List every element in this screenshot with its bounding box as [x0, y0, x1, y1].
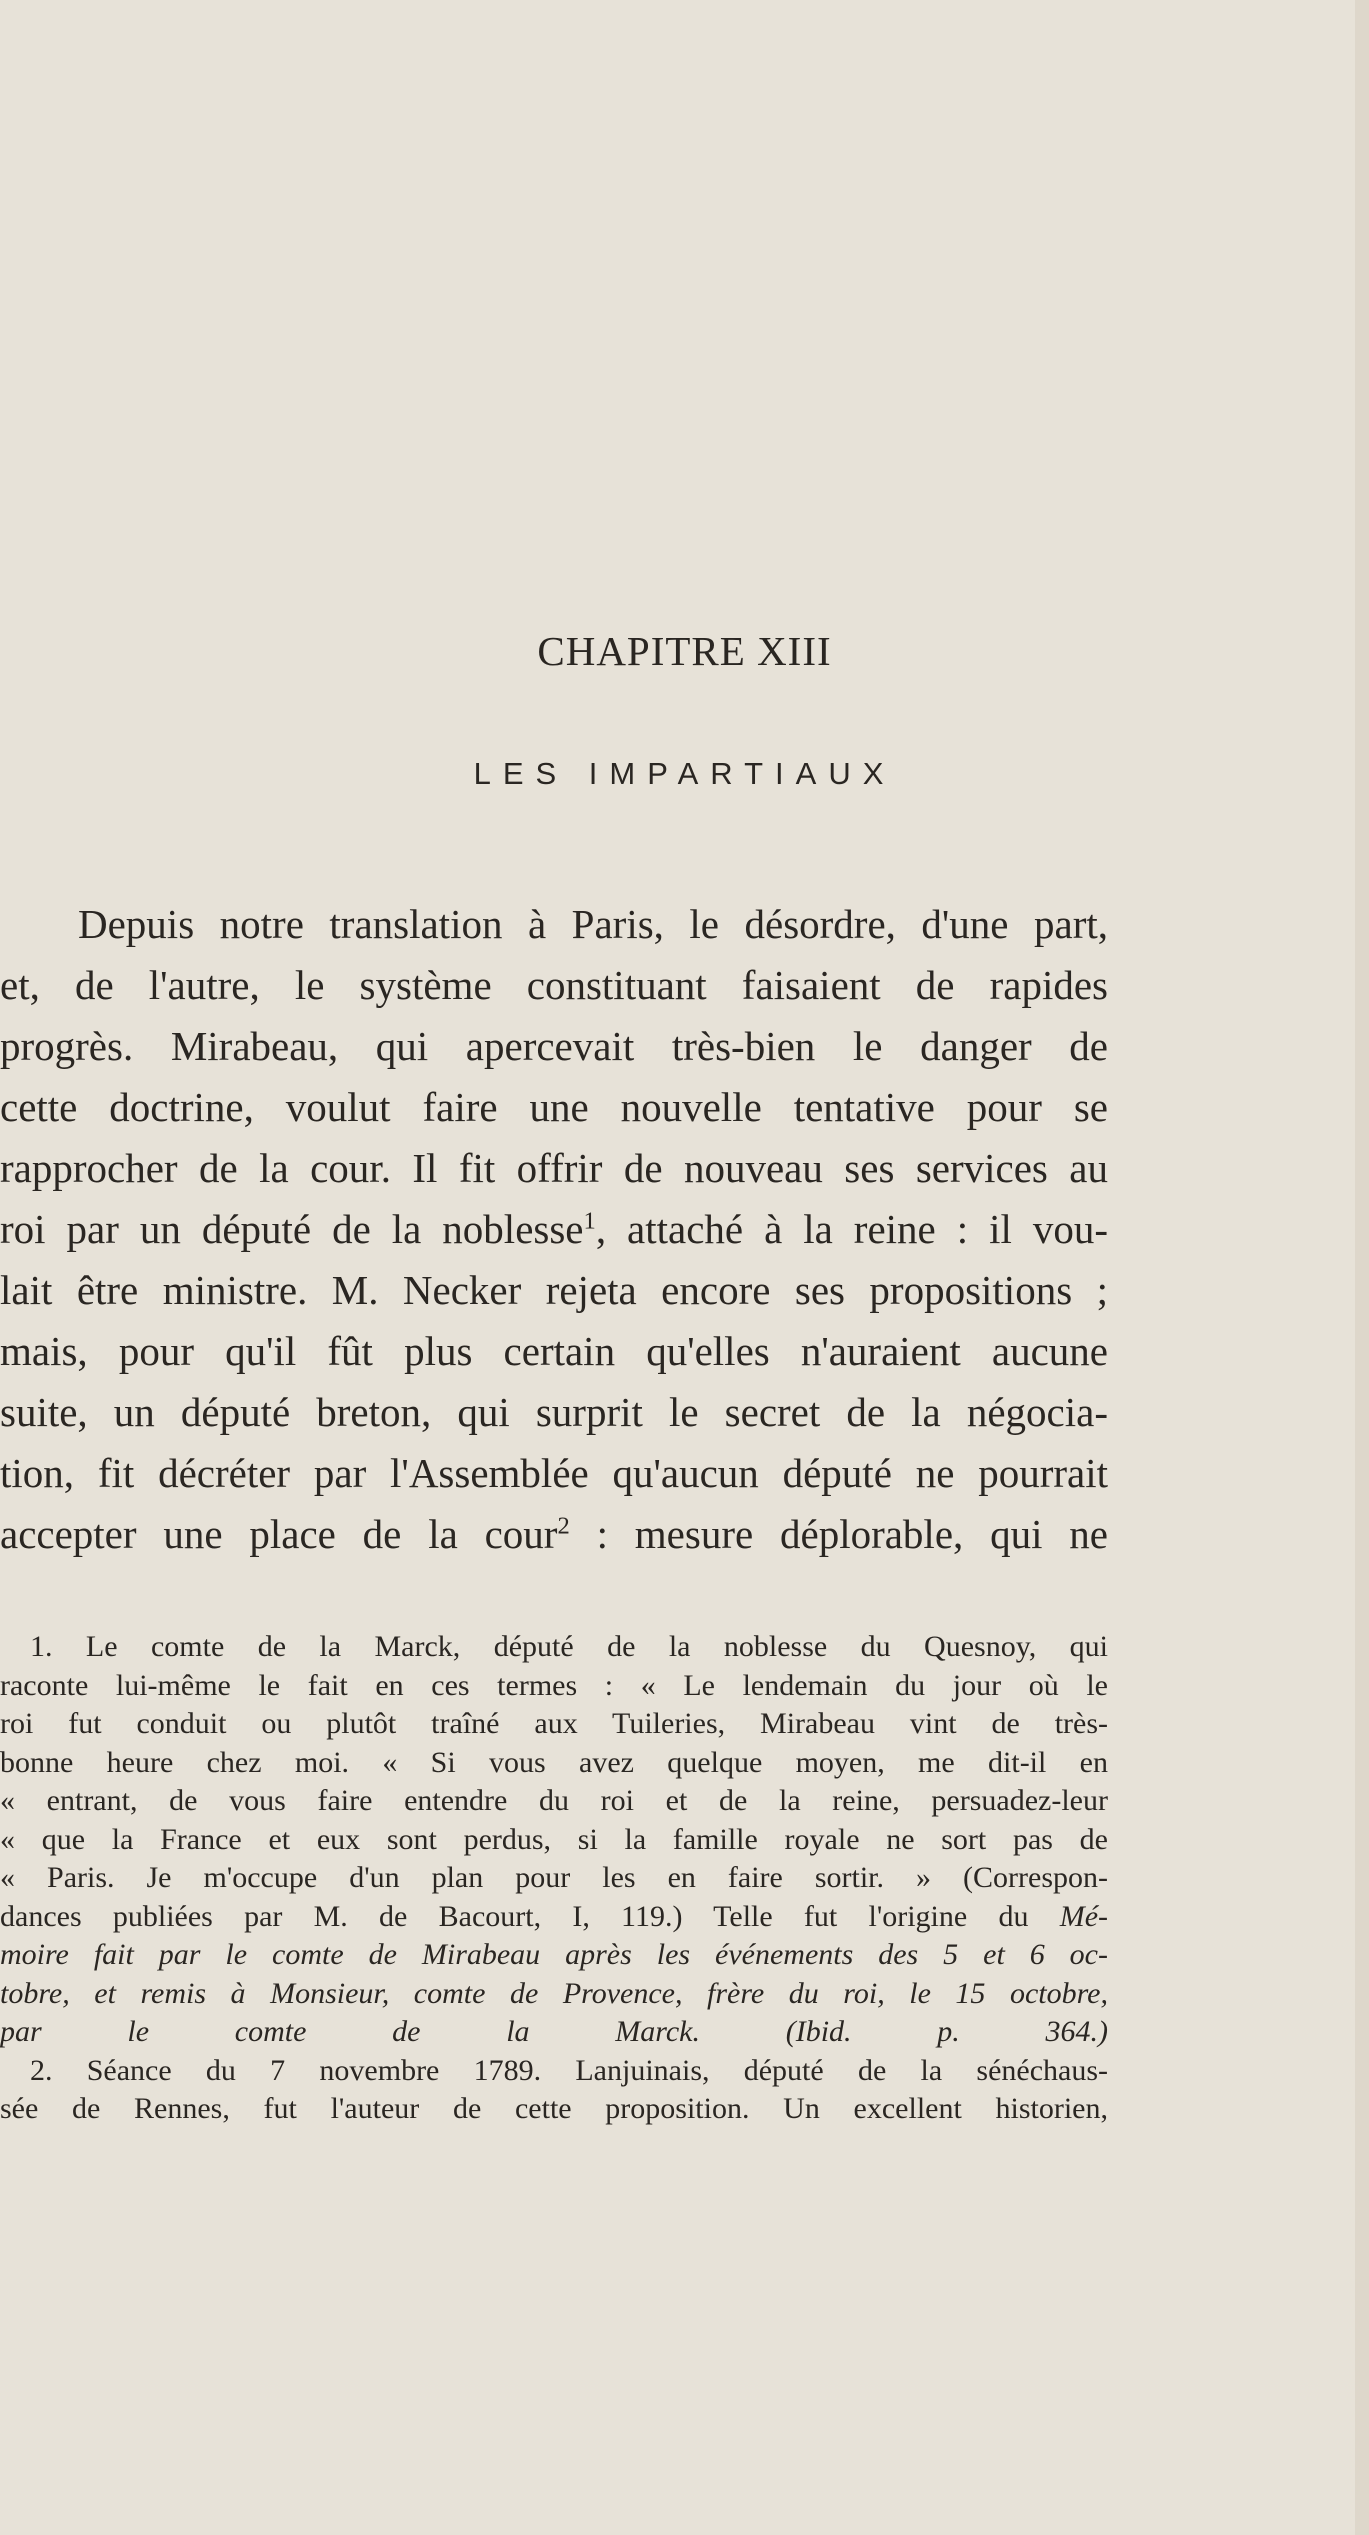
chapter-title: CHAPITRE XIII — [537, 628, 832, 674]
footnote-line: raconte lui-même le fait en ces termes : « Le lendemain du jour où le — [0, 1668, 1108, 1702]
body-line: et, de l'autre, le système constituant faisaient de rapides — [0, 962, 1108, 1008]
body-line: Depuis notre translation à Paris, le désordre, d'une part, — [78, 901, 1108, 947]
body-line-text: , attaché à la reine : il vou- — [595, 1206, 1108, 1252]
body-line: mais, pour qu'il fût plus certain qu'elles n'auraient aucune — [0, 1328, 1108, 1374]
body-line: tion, fit décréter par l'Assemblée qu'aucun député ne pourrait — [0, 1450, 1108, 1496]
footnote-line: « entrant, de vous faire entendre du roi et de la reine, persuadez-leur — [0, 1784, 1108, 1817]
footnote-line: bonne heure chez moi. « Si vous avez quelque moyen, me dit-il en — [0, 1745, 1108, 1779]
footnote-line: 1. Le comte de la Marck, député de la noblesse du Quesnoy, qui — [30, 1630, 1108, 1663]
body-line — [0, 1199, 1108, 1260]
body-line: cette doctrine, voulut faire une nouvelle tentative pour se — [0, 1084, 1108, 1130]
body-line — [0, 1504, 1108, 1565]
footnote-ref-2: 2 — [557, 1512, 570, 1540]
footnote-line — [0, 1898, 1108, 1937]
footnote-line: par le comte de la Marck. (Ibid. p. 364.) — [0, 2015, 1108, 2048]
footnote-line: roi fut conduit ou plutôt traîné aux Tuileries, Mirabeau vint de très- — [0, 1707, 1108, 1740]
page-edge — [1355, 0, 1369, 2535]
footnote-line: moire fait par le comte de Mirabeau après les événements des 5 et 6 oc- — [0, 1938, 1108, 1971]
body-line: suite, un député breton, qui surprit le secret de la négocia- — [0, 1389, 1108, 1435]
footnotes — [0, 1628, 1108, 2129]
footnote-line: « que la France et eux sont perdus, si la famille royale ne sort pas de — [0, 1822, 1108, 1856]
footnote-line: 2. Séance du 7 novembre 1789. Lanjuinais, député de la sénéchaus- — [30, 2053, 1108, 2087]
body-line-text: roi par un député de la noblesse — [0, 1206, 584, 1252]
footnote-line-italic: Mé- — [1059, 1899, 1108, 1933]
main-paragraph — [0, 894, 1108, 1565]
body-line-text: accepter une place de la cour — [0, 1511, 558, 1557]
body-line-text: : mesure déplorable, qui ne — [569, 1511, 1108, 1557]
footnote-ref-1: 1 — [583, 1207, 596, 1235]
footnote-line: tobre, et remis à Monsieur, comte de Provence, frère du roi, le 15 octobre, — [0, 1976, 1108, 2010]
body-line: rapprocher de la cour. Il fit offrir de nouveau ses services au — [0, 1145, 1108, 1191]
footnote-line-text: dances publiées par M. de Bacourt, I, 119.) Telle fut l'origine du — [0, 1899, 1060, 1933]
footnote-line: « Paris. Je m'occupe d'un plan pour les en faire sortir. » (Correspon- — [0, 1861, 1108, 1894]
section-title: LES IMPARTIAUX — [473, 756, 896, 791]
body-line: lait être ministre. M. Necker rejeta encore ses propositions ; — [0, 1267, 1108, 1313]
footnote-line: sée de Rennes, fut l'auteur de cette proposition. Un excellent historien, — [0, 2092, 1108, 2125]
body-line: progrès. Mirabeau, qui apercevait très-bien le danger de — [0, 1023, 1108, 1069]
